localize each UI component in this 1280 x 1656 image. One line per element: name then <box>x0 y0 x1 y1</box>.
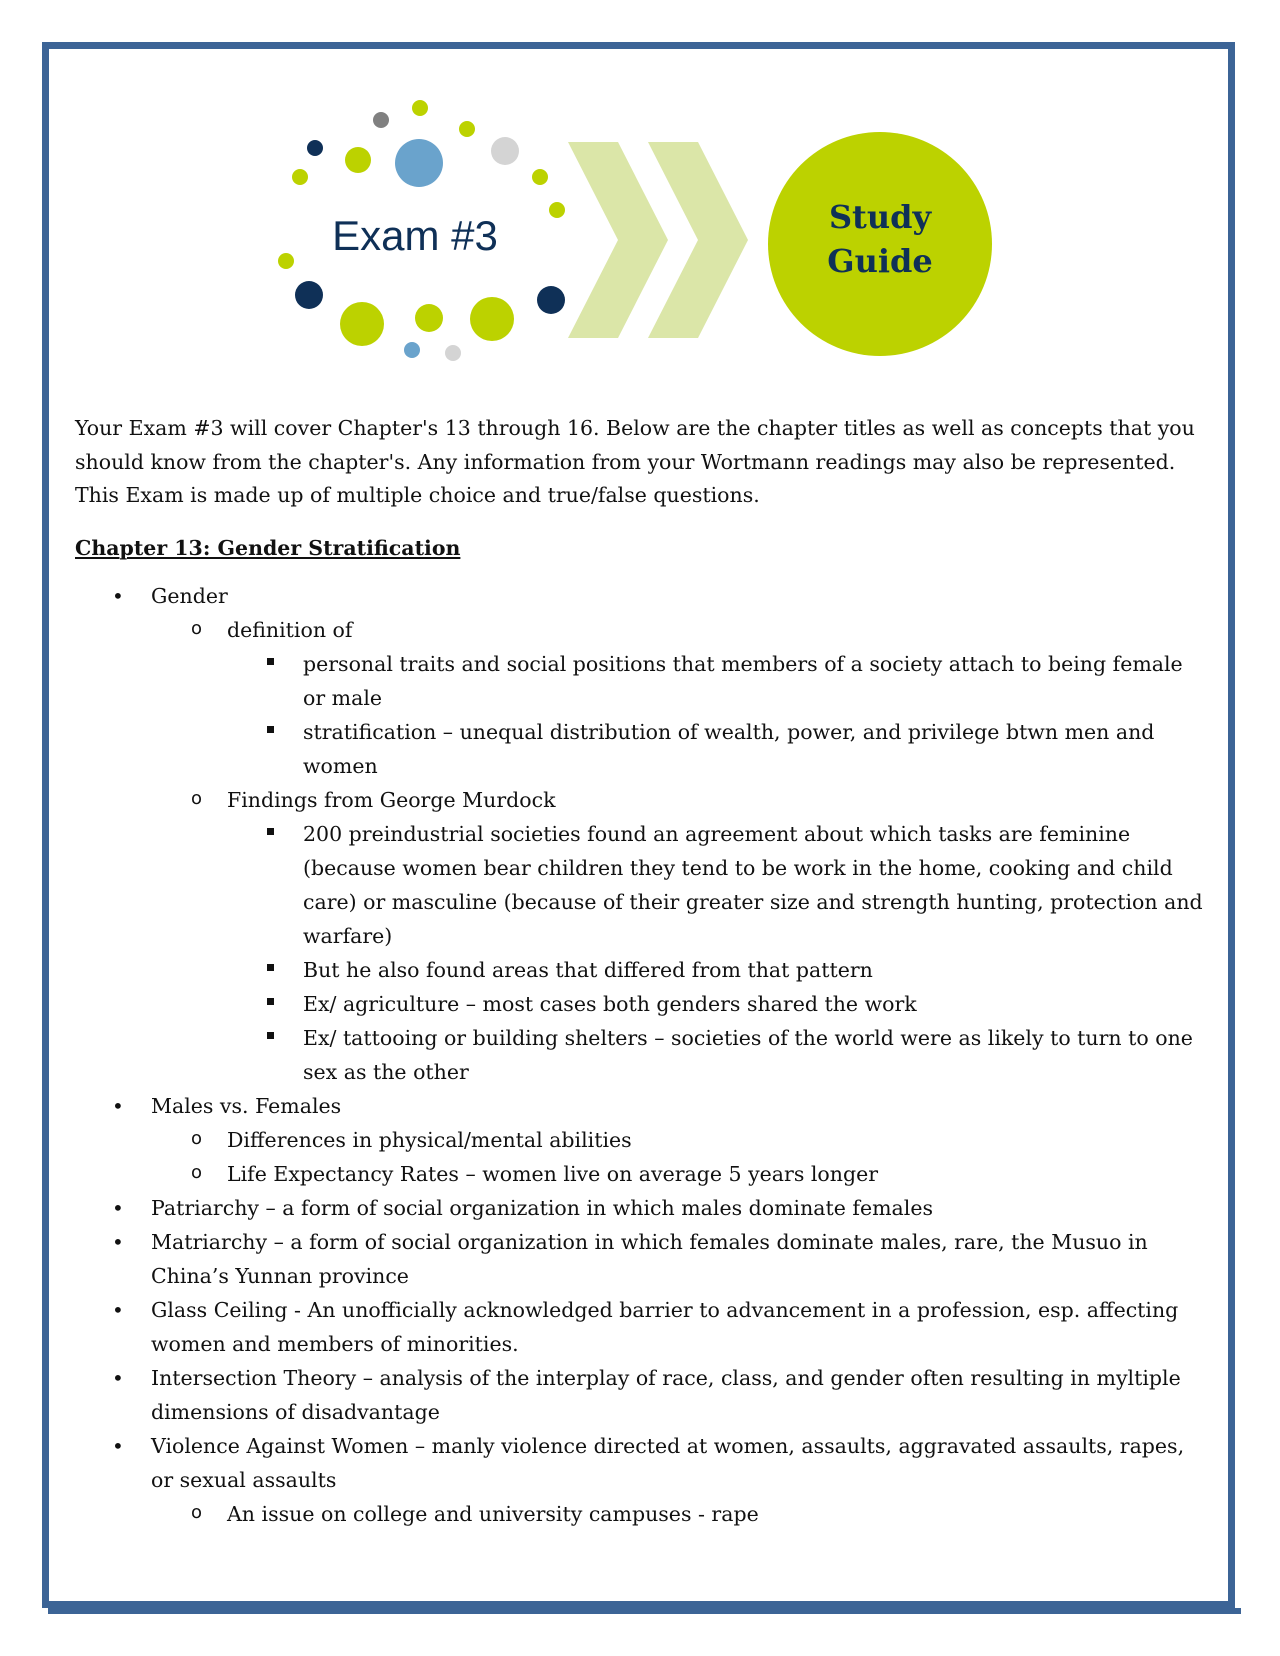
bullet-icon: • <box>112 1093 124 1118</box>
dot <box>373 112 389 128</box>
dot <box>292 169 308 185</box>
dot <box>445 345 461 361</box>
list-item-text: Males vs. Females <box>151 1093 342 1118</box>
list-item <box>75 1191 1210 1225</box>
intro-paragraph: Your Exam #3 will cover Chapter's 13 through 16. Below are the chapter titles as well as concepts that you should know from the chapter's. Any information from your Wortmann readings may also be represented. This Exam is made up of multiple choice and true/false questions. <box>75 416 1195 507</box>
dot <box>412 100 428 116</box>
list-item-text: 200 preindustrial societies found an agreement about which tasks are feminine (because women bear children they tend to be work in the home, cooking and child care) or masculine (because of their greater size and strength hunting, protection and warfare) <box>303 821 1203 948</box>
header-graphic <box>0 0 1280 380</box>
list-item-text: But he also found areas that differed from that pattern <box>303 957 873 982</box>
bullet-icon: • <box>112 583 124 608</box>
sub-list <box>227 647 1210 783</box>
dot <box>532 169 548 185</box>
circle-bullet-icon: o <box>191 617 203 639</box>
dot <box>278 253 294 269</box>
dot <box>415 304 443 332</box>
list-item-text: definition of <box>227 617 353 642</box>
list-item <box>227 715 1210 783</box>
list-item-text: An issue on college and university campuses - rape <box>227 1501 759 1526</box>
list-item-text: Intersection Theory – analysis of the interplay of race, class, and gender often resulting in myltiple dimensions of disadvantage <box>151 1365 1181 1424</box>
dot <box>549 202 565 218</box>
bullet-icon: • <box>112 1365 124 1390</box>
list-item-text: Violence Against Women – manly violence directed at women, assaults, aggravated assaults, rapes, or sexual assaults <box>151 1433 1185 1492</box>
dot <box>491 137 519 165</box>
square-bullet-icon <box>267 828 274 835</box>
list-item-text: Glass Ceiling - An unofficially acknowledged barrier to advancement in a profession, esp. affecting women and members of minorities. <box>151 1297 1179 1356</box>
badge-line-2: Guide <box>827 242 933 280</box>
list-item-text: Gender <box>151 583 228 608</box>
bullet-icon: • <box>112 1229 124 1254</box>
list-item-text: Findings from George Murdock <box>227 787 556 812</box>
list-item <box>151 1497 1210 1531</box>
list-item <box>75 1293 1210 1361</box>
list-item <box>75 1361 1210 1429</box>
list-item-text: Patriarchy – a form of social organization in which males dominate females <box>151 1195 933 1220</box>
list-item-text: Ex/ tattooing or building shelters – societies of the world were as likely to turn to one sex as the other <box>303 1025 1193 1084</box>
circle-bullet-icon: o <box>191 787 203 809</box>
square-bullet-icon <box>267 998 274 1005</box>
list-item <box>227 647 1210 715</box>
list-item <box>151 613 1210 783</box>
square-bullet-icon <box>267 1032 274 1039</box>
circle-bullet-icon: o <box>191 1501 203 1523</box>
dot <box>295 281 323 309</box>
chapter-heading: Chapter 13: Gender Stratification <box>75 535 461 560</box>
square-bullet-icon <box>267 964 274 971</box>
list-item-text: Matriarchy – a form of social organization in which females dominate males, rare, the Musuo in China’s Yunnan province <box>151 1229 1148 1288</box>
circle-bullet-icon: o <box>191 1127 203 1149</box>
list-item <box>75 1429 1210 1531</box>
list-item-text: personal traits and social positions that members of a society attach to being female or male <box>303 651 1183 710</box>
circle-bullet-icon: o <box>191 1161 203 1183</box>
square-bullet-icon <box>267 726 274 733</box>
list-item-text: Differences in physical/mental abilities <box>227 1127 632 1152</box>
dot <box>340 302 384 346</box>
list-item <box>151 1157 1210 1191</box>
list-item <box>227 987 1210 1021</box>
dot <box>307 140 323 156</box>
list-item <box>75 1089 1210 1191</box>
bullet-icon: • <box>112 1433 124 1458</box>
dot <box>459 121 475 137</box>
bullet-icon: • <box>112 1297 124 1322</box>
list-item <box>75 1225 1210 1293</box>
list-item <box>151 1123 1210 1157</box>
document-body <box>75 412 1210 1531</box>
exam-label: Exam #3 <box>332 212 498 259</box>
chevron-icon <box>568 142 668 338</box>
list-item <box>75 579 1210 1089</box>
bullet-icon: • <box>112 1195 124 1220</box>
dot <box>470 297 514 341</box>
list-item-text: stratification – unequal distribution of wealth, power, and privilege btwn men and women <box>303 719 1155 778</box>
dot <box>395 139 443 187</box>
dot <box>404 342 420 358</box>
sub-list <box>151 613 1210 1089</box>
dot <box>537 286 565 314</box>
page-border-shadow <box>48 1608 1241 1614</box>
list-item <box>227 817 1210 953</box>
list-item <box>227 953 1210 987</box>
list-item-text: Ex/ agriculture – most cases both genders shared the work <box>303 991 917 1016</box>
list-item <box>151 783 1210 1089</box>
list-item-text: Life Expectancy Rates – women live on average 5 years longer <box>227 1161 879 1186</box>
square-bullet-icon <box>267 658 274 665</box>
sub-list <box>227 817 1210 1089</box>
concept-list <box>75 579 1210 1531</box>
sub-list <box>151 1123 1210 1191</box>
sub-list <box>151 1497 1210 1531</box>
list-item <box>227 1021 1210 1089</box>
dot <box>345 147 371 173</box>
badge-line-1: Study <box>828 198 932 236</box>
